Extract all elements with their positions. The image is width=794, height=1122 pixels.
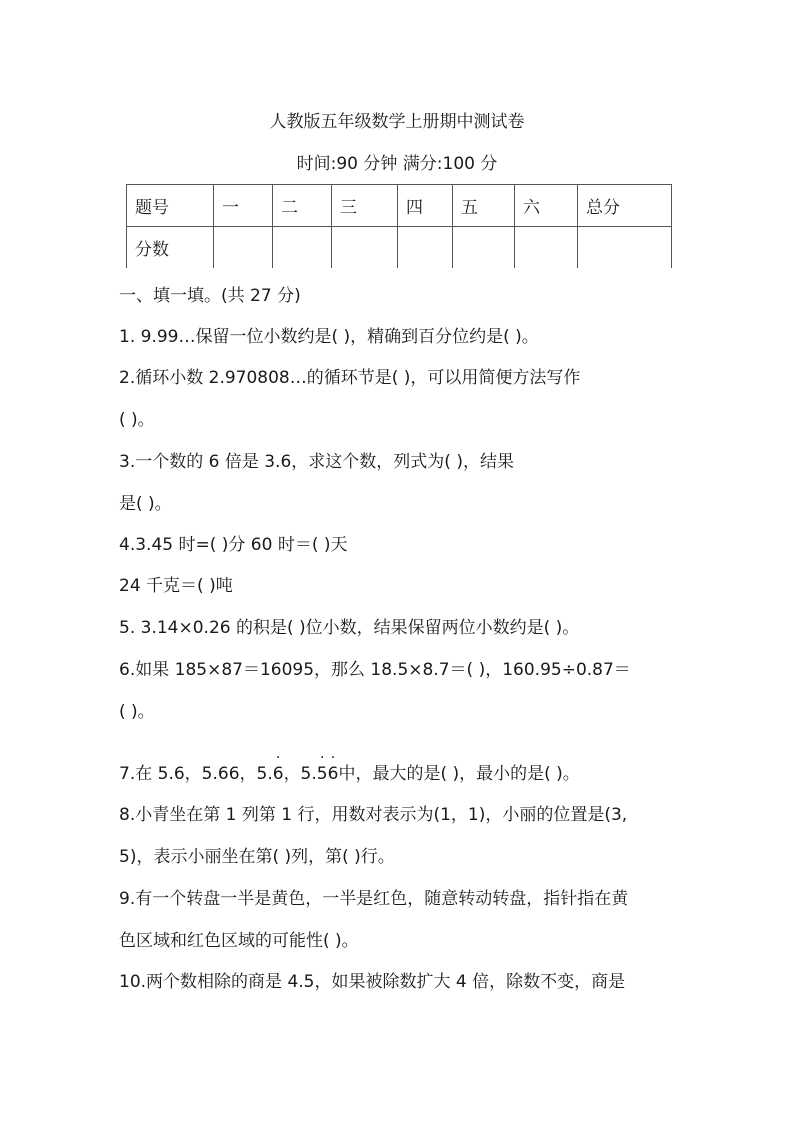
score-cell: [578, 227, 672, 269]
q7-suffix: 中，最大的是( )，最小的是( )。: [338, 764, 580, 784]
score-table: [126, 184, 672, 268]
question-line: ( )。: [119, 410, 155, 430]
table-header-cell: 题号: [127, 185, 214, 227]
page-title: 人教版五年级数学上册期中测试卷: [269, 112, 525, 132]
question-line: 2.循环小数 2.970808…的循环节是( )，可以用简便方法写作: [119, 368, 581, 388]
question-line: ( )。: [119, 702, 155, 722]
question-line: 4.3.45 时=( )分 60 时＝( )天: [119, 535, 348, 555]
q7-prefix: 7.在 5.6，5.66，5.: [119, 764, 273, 784]
repeating-digit: · 6: [327, 750, 339, 784]
question-line: 是( )。: [119, 494, 172, 514]
score-cell: [453, 227, 515, 269]
table-header-cell: 二: [273, 185, 332, 227]
score-cell: [515, 227, 578, 269]
score-cell: [273, 227, 332, 269]
table-header-cell: 一: [214, 185, 273, 227]
question-line: 1. 9.99…保留一位小数约是( )，精确到百分位约是( )。: [119, 327, 539, 347]
table-row: [127, 185, 672, 227]
table-header-cell: 三: [332, 185, 398, 227]
table-header-cell: 五: [453, 185, 515, 227]
table-header-cell: 总分: [578, 185, 672, 227]
question-line: 8.小青坐在第 1 列第 1 行，用数对表示为(1，1)，小丽的位置是(3,: [119, 805, 628, 825]
score-cell: [214, 227, 273, 269]
score-cell: [398, 227, 453, 269]
question-line: 24 千克＝( )吨: [119, 576, 233, 596]
repeat-dot-icon: ·: [319, 750, 325, 766]
repeat-dot-icon: ·: [330, 750, 336, 766]
question-line: 9.有一个转盘一半是黄色，一半是红色，随意转动转盘，指针指在黄: [119, 889, 629, 909]
question-7-line: [119, 750, 580, 784]
question-line: 6.如果 185×87＝16095，那么 18.5×8.7＝( )，160.95÷0.87＝: [119, 660, 631, 680]
section-title: 一、填一填。(共 27 分): [119, 286, 301, 306]
question-line: 色区域和红色区域的可能性( )。: [119, 931, 359, 951]
question-line: 5)，表示小丽坐在第( )列，第( )行。: [119, 847, 395, 867]
question-line: 10.两个数相除的商是 4.5，如果被除数扩大 4 倍，除数不变，商是: [119, 972, 626, 992]
q7-mid: ，5.: [283, 764, 317, 784]
table-row-label: 分数: [127, 227, 214, 269]
page-subtitle: 时间:90 分钟 满分:100 分: [296, 154, 498, 174]
table-header-cell: 四: [398, 185, 453, 227]
question-line: 5. 3.14×0.26 的积是( )位小数，结果保留两位小数约是( )。: [119, 618, 580, 638]
table-row: [127, 227, 672, 269]
repeating-digit: · 6: [272, 750, 284, 784]
repeat-dot-icon: ·: [275, 750, 281, 766]
table-header-cell: 六: [515, 185, 578, 227]
question-line: 3.一个数的 6 倍是 3.6，求这个数，列式为( )，结果: [119, 452, 514, 472]
repeating-digit: · 5: [316, 750, 328, 784]
score-cell: [332, 227, 398, 269]
